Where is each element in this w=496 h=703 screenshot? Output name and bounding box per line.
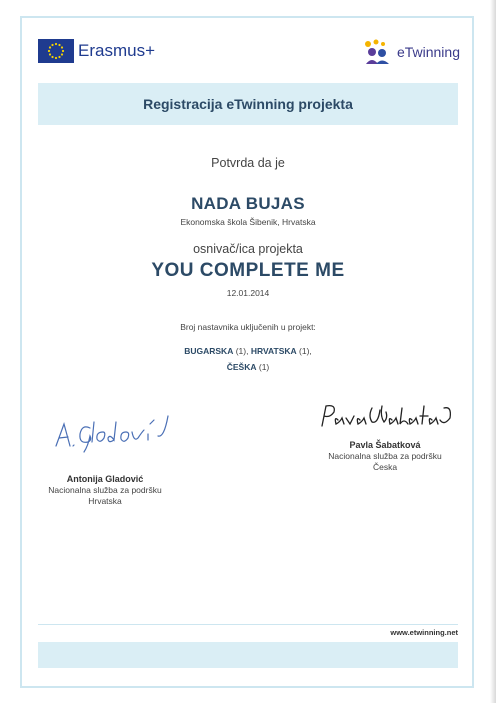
erasmus-logo bbox=[38, 38, 155, 64]
recipient-name: NADA BUJAS bbox=[191, 194, 305, 213]
signatory-right-name: Pavla Šabatková bbox=[349, 440, 421, 450]
signatory-right-org: Nacionalna služba za podršku bbox=[328, 451, 442, 461]
footer-url: www.etwinning.net bbox=[390, 628, 458, 637]
teachers-label: Broj nastavnika uključenih u projekt: bbox=[180, 322, 316, 332]
title-banner bbox=[38, 83, 458, 125]
confirm-text: Potvrda da je bbox=[211, 156, 285, 170]
signatory-right-country: Česka bbox=[372, 462, 398, 472]
country-name: HRVATSKA bbox=[250, 346, 297, 356]
signature-right-image bbox=[314, 398, 464, 432]
country-count: (1), bbox=[235, 346, 249, 356]
country-count: (1), bbox=[299, 346, 312, 356]
countries-line-1 bbox=[20, 346, 476, 356]
signatory-left bbox=[20, 474, 190, 507]
recipient-school: Ekonomska škola Šibenik, Hrvatska bbox=[180, 217, 316, 227]
country-name: ČEŠKA bbox=[226, 362, 257, 372]
footer-banner bbox=[38, 642, 458, 668]
footer-divider bbox=[38, 624, 458, 625]
signatory-right bbox=[300, 440, 470, 473]
signature-left-image bbox=[48, 402, 188, 456]
countries-line-2 bbox=[20, 362, 476, 372]
certificate-title: Registracija eTwinning projekta bbox=[143, 96, 353, 112]
country-name: BUGARSKA bbox=[184, 346, 234, 356]
project-name: YOU COMPLETE ME bbox=[151, 260, 345, 281]
country-count: (1) bbox=[258, 362, 270, 372]
role-text: osnivač/ica projekta bbox=[193, 242, 303, 256]
signatory-left-name: Antonija Gladović bbox=[66, 474, 144, 484]
etwinning-logo bbox=[361, 38, 460, 66]
erasmus-logo-text: Erasmus+ bbox=[78, 41, 155, 60]
etwinning-mark-icon bbox=[361, 38, 395, 66]
etwinning-logo-text: eTwinning bbox=[396, 44, 460, 60]
signatory-left-org: Nacionalna služba za podršku bbox=[48, 485, 162, 495]
page-edge-shadow bbox=[490, 0, 496, 703]
project-date: 12.01.2014 bbox=[226, 288, 270, 298]
signatory-left-country: Hrvatska bbox=[88, 496, 122, 506]
eu-flag-icon bbox=[38, 39, 74, 63]
